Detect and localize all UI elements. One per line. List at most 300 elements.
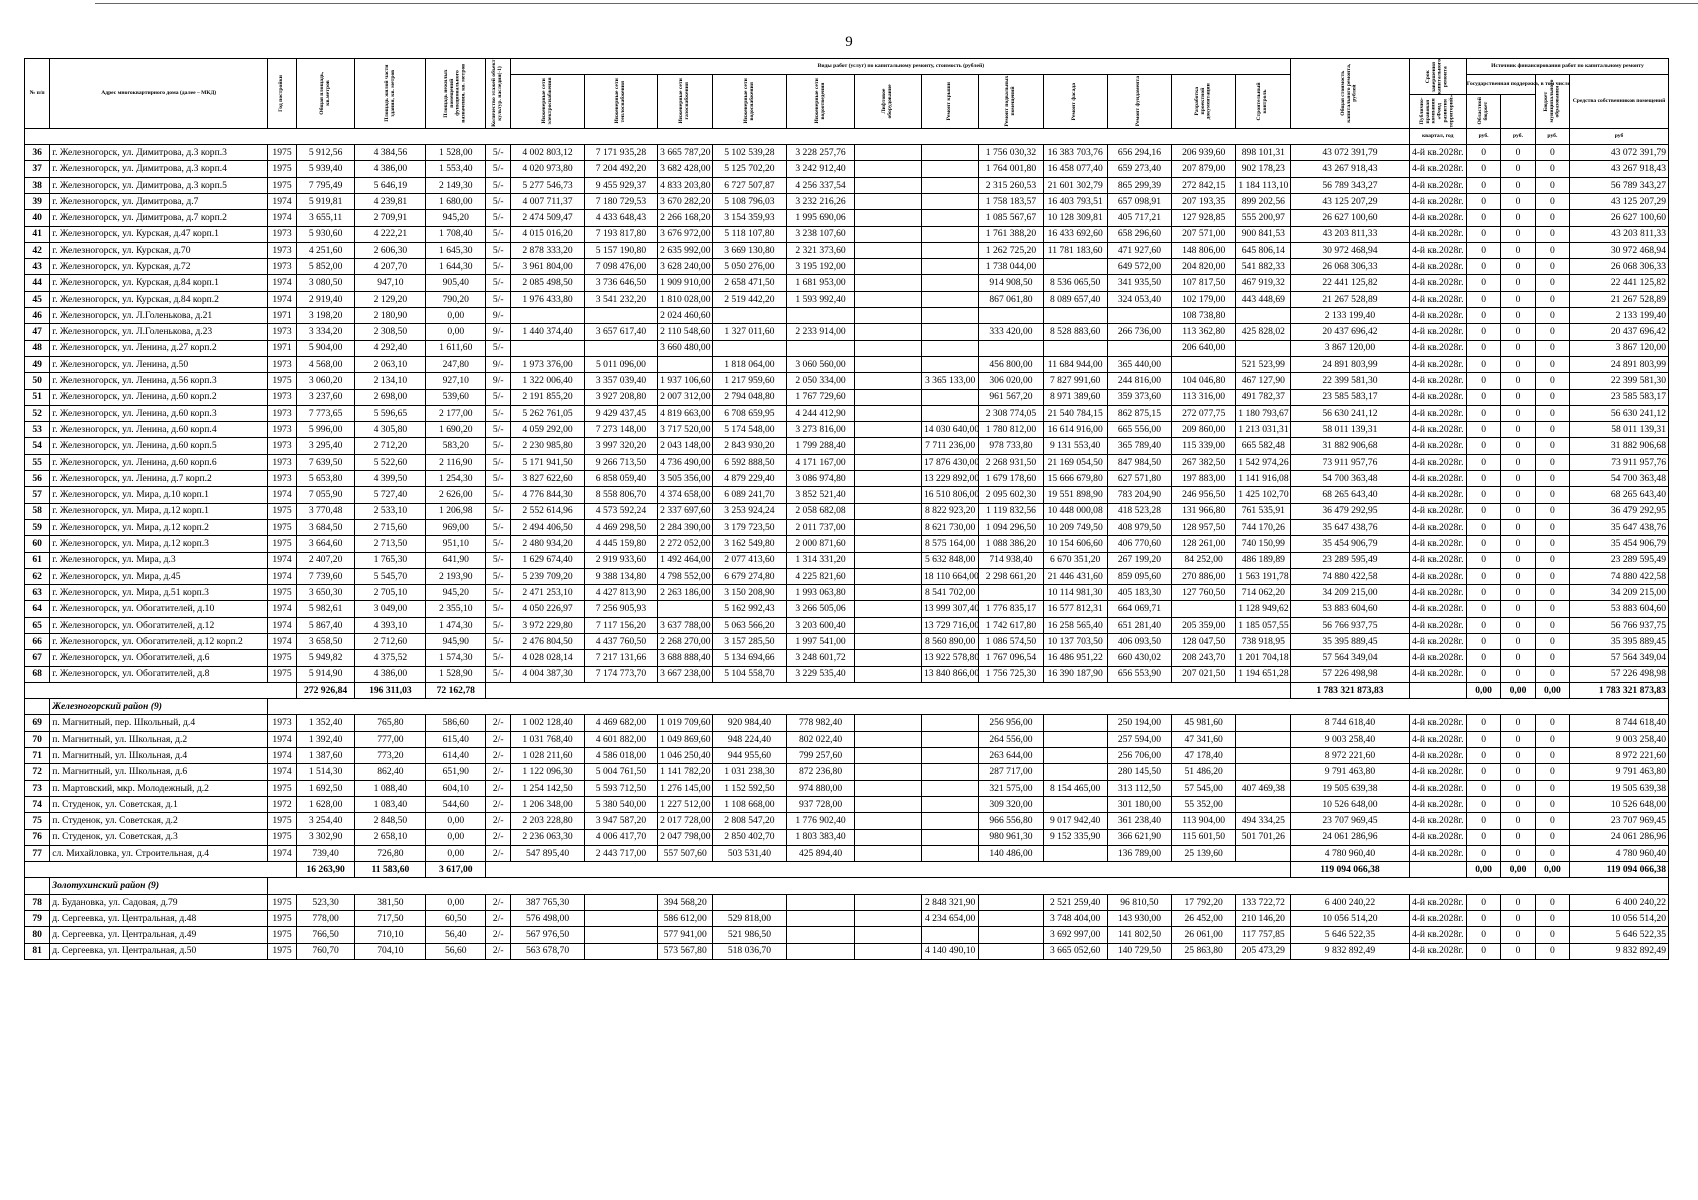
gas-cost: 1 276 145,00: [658, 780, 713, 796]
lift-cost: [855, 601, 922, 617]
build-year: 1971: [268, 340, 297, 356]
fund-amount: 0: [1466, 275, 1500, 291]
address: г. Железногорск, ул. Курская, д.72: [50, 259, 268, 275]
gas-cost: 3 628 240,00: [658, 259, 713, 275]
own-funds: 56 766 937,75: [1570, 617, 1669, 633]
total-municipal: 0,00: [1535, 682, 1569, 698]
total-cost: 54 700 363,48: [1291, 471, 1409, 487]
fund-amount: 0: [1466, 356, 1500, 372]
total-area: 1 514,30: [296, 764, 355, 780]
living-area: 2 712,60: [355, 633, 426, 649]
roof-cost: 16 510 806,00: [921, 487, 978, 503]
col-num: № п/п: [25, 59, 50, 129]
foundation-cost: 250 194,00: [1107, 715, 1171, 731]
address: г. Железногорск, ул. Димитрова, д.7 корп.2: [50, 210, 268, 226]
build-year: 1974: [268, 291, 297, 307]
deadline: 4-й кв.2028г.: [1409, 829, 1466, 845]
living-area: 4 292,40: [355, 340, 426, 356]
facade-cost: [1043, 731, 1107, 747]
gas-cost: 3 665 787,20: [658, 145, 713, 161]
own-funds: 22 399 581,30: [1570, 373, 1669, 389]
build-year: 1973: [268, 226, 297, 242]
total-area: 3 254,40: [296, 813, 355, 829]
sewer-cost: 2 000 871,60: [786, 536, 855, 552]
total-cost: 119 094 066,38: [1291, 862, 1409, 878]
total-area: 16 263,90: [296, 862, 355, 878]
address: г. Железногорск, ул. Мира, д.12 корп.1: [50, 503, 268, 519]
total-area: 3 198,20: [296, 308, 355, 324]
control-cost: 899 202,56: [1236, 193, 1291, 209]
sewer-cost: 3 195 192,00: [786, 259, 855, 275]
electric-cost: 1 440 374,40: [511, 324, 584, 340]
col-facade: Ремонт фасада: [1043, 75, 1107, 128]
total-cost: 68 265 643,40: [1291, 487, 1409, 503]
control-cost: 761 535,91: [1236, 503, 1291, 519]
sewer-cost: 3 086 974,80: [786, 471, 855, 487]
table-row: [25, 927, 1669, 943]
water-cost: 2 808 547,20: [713, 813, 786, 829]
build-year: 1974: [268, 487, 297, 503]
own-funds: 2 133 199,40: [1570, 308, 1669, 324]
nonres-area: 614,40: [426, 748, 486, 764]
gas-cost: 4 833 203,80: [658, 177, 713, 193]
roof-cost: 4 234 654,00: [921, 911, 978, 927]
municipal-amount: 0: [1535, 340, 1569, 356]
deadline: 4-й кв.2028г.: [1409, 552, 1466, 568]
municipal-amount: 0: [1535, 487, 1569, 503]
regional-amount: 0: [1501, 454, 1535, 470]
project-cost: 113 316,00: [1172, 389, 1236, 405]
municipal-amount: 0: [1535, 291, 1569, 307]
build-year: 1975: [268, 829, 297, 845]
total-cost: 26 068 306,33: [1291, 259, 1409, 275]
water-cost: 503 531,40: [713, 845, 786, 861]
floors: 5/-: [486, 340, 511, 356]
foundation-cost: 359 373,60: [1107, 389, 1171, 405]
control-cost: 1 185 057,55: [1236, 617, 1291, 633]
deadline: 4-й кв.2028г.: [1409, 519, 1466, 535]
col-electric: Инженерные сети электроснабжения: [511, 75, 584, 128]
build-year: 1975: [268, 650, 297, 666]
basement-cost: 1 085 567,67: [979, 210, 1043, 226]
municipal-amount: 0: [1535, 308, 1569, 324]
regional-amount: 0: [1501, 259, 1535, 275]
municipal-amount: 0: [1535, 911, 1569, 927]
own-funds: 22 441 125,82: [1570, 275, 1669, 291]
own-funds: 26 068 306,33: [1570, 259, 1669, 275]
basement-cost: 1 088 386,20: [979, 536, 1043, 552]
project-cost: 115 339,00: [1172, 438, 1236, 454]
fund-amount: 0: [1466, 503, 1500, 519]
water-cost: 5 108 796,03: [713, 193, 786, 209]
water-cost: 5 118 107,80: [713, 226, 786, 242]
roof-cost: [921, 356, 978, 372]
project-cost: 107 817,50: [1172, 275, 1236, 291]
sewer-cost: 4 171 167,00: [786, 454, 855, 470]
water-cost: 1 818 064,00: [713, 356, 786, 372]
total-cost: 36 479 292,95: [1291, 503, 1409, 519]
control-cost: 1 563 191,78: [1236, 568, 1291, 584]
foundation-cost: 865 299,39: [1107, 177, 1171, 193]
roof-cost: [921, 389, 978, 405]
foundation-cost: 847 984,50: [1107, 454, 1171, 470]
table-row: [25, 422, 1669, 438]
row-number: 52: [25, 405, 50, 421]
sewer-cost: 3 242 912,40: [786, 161, 855, 177]
fund-amount: 0: [1466, 161, 1500, 177]
municipal-amount: 0: [1535, 666, 1569, 682]
basement-cost: 1 767 096,54: [979, 650, 1043, 666]
deadline: 4-й кв.2028г.: [1409, 308, 1466, 324]
regional-amount: 0: [1501, 666, 1535, 682]
regional-amount: 0: [1501, 161, 1535, 177]
floors: 5/-: [486, 389, 511, 405]
row-number: 50: [25, 373, 50, 389]
project-cost: 206 939,60: [1172, 145, 1236, 161]
total-cost: 9 003 258,40: [1291, 731, 1409, 747]
electric-cost: 5 239 709,20: [511, 568, 584, 584]
own-funds: 54 700 363,48: [1570, 471, 1669, 487]
facade-cost: [1043, 845, 1107, 861]
row-number: 51: [25, 389, 50, 405]
foundation-cost: 471 927,60: [1107, 242, 1171, 258]
total-cost: 43 072 391,79: [1291, 145, 1409, 161]
row-number: 58: [25, 503, 50, 519]
municipal-amount: 0: [1535, 275, 1569, 291]
own-funds: 35 395 889,45: [1570, 633, 1669, 649]
regional-amount: 0: [1501, 715, 1535, 731]
lift-cost: [855, 242, 922, 258]
deadline: 4-й кв.2028г.: [1409, 389, 1466, 405]
municipal-amount: 0: [1535, 552, 1569, 568]
total-area: 3 770,48: [296, 503, 355, 519]
electric-cost: 1 206 348,00: [511, 796, 584, 812]
total-municipal: 0,00: [1535, 862, 1569, 878]
total-cost: 22 441 125,82: [1291, 275, 1409, 291]
control-cost: 443 448,69: [1236, 291, 1291, 307]
table-row: [25, 487, 1669, 503]
fund-amount: 0: [1466, 829, 1500, 845]
own-funds: 57 564 349,04: [1570, 650, 1669, 666]
electric-cost: 2 203 228,80: [511, 813, 584, 829]
facade-cost: [1043, 715, 1107, 731]
total-area: 4 251,60: [296, 242, 355, 258]
lift-cost: [855, 715, 922, 731]
living-area: 5 522,60: [355, 454, 426, 470]
build-year: 1971: [268, 308, 297, 324]
row-number: 76: [25, 829, 50, 845]
nonres-area: 927,10: [426, 373, 486, 389]
facade-cost: 3 692 997,00: [1043, 927, 1107, 943]
gas-cost: 3 676 972,00: [658, 226, 713, 242]
nonres-area: 1 680,00: [426, 193, 486, 209]
own-funds: 26 627 100,60: [1570, 210, 1669, 226]
water-cost: 5 162 992,43: [713, 601, 786, 617]
project-cost: 205 359,00: [1172, 617, 1236, 633]
roof-cost: 2 848 321,90: [921, 894, 978, 910]
control-cost: 133 722,72: [1236, 894, 1291, 910]
floors: 2/-: [486, 845, 511, 861]
sewer-cost: 872 236,80: [786, 764, 855, 780]
water-cost: 1 152 592,50: [713, 780, 786, 796]
electric-cost: 2 476 804,50: [511, 633, 584, 649]
electric-cost: 4 059 292,00: [511, 422, 584, 438]
roof-cost: [921, 764, 978, 780]
lift-cost: [855, 585, 922, 601]
total-cost: 58 011 139,31: [1291, 422, 1409, 438]
deadline: 4-й кв.2028г.: [1409, 340, 1466, 356]
col-total-area: Общая площадь, кв.метров: [296, 59, 355, 129]
living-area: 2 712,20: [355, 438, 426, 454]
floors: 5/-: [486, 454, 511, 470]
basement-cost: 321 575,00: [979, 780, 1043, 796]
basement-cost: [979, 308, 1043, 324]
water-cost: 2 077 413,60: [713, 552, 786, 568]
nonres-area: 951,10: [426, 536, 486, 552]
table-row: [25, 601, 1669, 617]
foundation-cost: 859 095,60: [1107, 568, 1171, 584]
lift-cost: [855, 650, 922, 666]
address: п. Студенок, ул. Советская, д.3: [50, 829, 268, 845]
facade-cost: 16 390 187,90: [1043, 666, 1107, 682]
water-cost: [713, 894, 786, 910]
build-year: 1975: [268, 536, 297, 552]
facade-cost: 10 128 309,81: [1043, 210, 1107, 226]
control-cost: 738 918,95: [1236, 633, 1291, 649]
regional-amount: 0: [1501, 373, 1535, 389]
facade-cost: 10 154 606,60: [1043, 536, 1107, 552]
sewer-cost: 1 767 729,60: [786, 389, 855, 405]
address: г. Железногорск, ул. Обогатителей, д.6: [50, 650, 268, 666]
project-cost: 113 904,00: [1172, 813, 1236, 829]
gas-cost: 2 110 548,60: [658, 324, 713, 340]
regional-amount: 0: [1501, 650, 1535, 666]
address: г. Железногорск, ул. Ленина, д.60 корп.5: [50, 438, 268, 454]
deadline: 4-й кв.2028г.: [1409, 943, 1466, 959]
project-cost: 128 261,00: [1172, 536, 1236, 552]
table-row: [25, 259, 1669, 275]
gas-cost: 1 046 250,40: [658, 748, 713, 764]
electric-cost: 4 004 387,30: [511, 666, 584, 682]
address: г. Железногорск, ул. Ленина, д.50: [50, 356, 268, 372]
total-cost: 23 707 969,45: [1291, 813, 1409, 829]
address: п. Мартовский, мкр. Молодежный, д.2: [50, 780, 268, 796]
total-area: 766,50: [296, 927, 355, 943]
living-area: 2 715,60: [355, 519, 426, 535]
table-row: [25, 193, 1669, 209]
foundation-cost: 406 093,50: [1107, 633, 1171, 649]
facade-cost: [1043, 308, 1107, 324]
total-row-2: [25, 862, 1669, 878]
address: г. Железногорск, ул. Ленина, д.60 корп.2: [50, 389, 268, 405]
lift-cost: [855, 324, 922, 340]
sewer-cost: 2 233 914,00: [786, 324, 855, 340]
regional-amount: 0: [1501, 780, 1535, 796]
control-cost: [1236, 715, 1291, 731]
electric-cost: 563 678,70: [511, 943, 584, 959]
table-row: [25, 715, 1669, 731]
control-cost: 407 469,38: [1236, 780, 1291, 796]
address: г. Железногорск, ул. Л.Голенькова, д.21: [50, 308, 268, 324]
heat-cost: 4 006 417,70: [584, 829, 657, 845]
deadline: 4-й кв.2028г.: [1409, 438, 1466, 454]
sewer-cost: [786, 927, 855, 943]
regional-amount: 0: [1501, 568, 1535, 584]
own-funds: 43 203 811,33: [1570, 226, 1669, 242]
table-row: [25, 226, 1669, 242]
col-lift: Лифтовое оборудование: [855, 75, 922, 128]
municipal-amount: 0: [1535, 764, 1569, 780]
gas-cost: 3 637 788,00: [658, 617, 713, 633]
address: г. Железногорск, ул. Ленина, д.27 корп.2: [50, 340, 268, 356]
deadline: 4-й кв.2028г.: [1409, 796, 1466, 812]
own-funds: 34 209 215,00: [1570, 585, 1669, 601]
nonres-area: 641,90: [426, 552, 486, 568]
heat-cost: 7 217 131,66: [584, 650, 657, 666]
sewer-cost: 3 060 560,00: [786, 356, 855, 372]
heat-cost: 9 455 929,37: [584, 177, 657, 193]
floors: 5/-: [486, 291, 511, 307]
floors: 9/-: [486, 324, 511, 340]
electric-cost: 1 028 211,60: [511, 748, 584, 764]
facade-cost: 7 827 991,60: [1043, 373, 1107, 389]
municipal-amount: 0: [1535, 193, 1569, 209]
water-cost: 5 174 548,00: [713, 422, 786, 438]
foundation-cost: 143 930,00: [1107, 911, 1171, 927]
floors: 5/-: [486, 471, 511, 487]
total-cost: 56 766 937,75: [1291, 617, 1409, 633]
total-area: 3 237,60: [296, 389, 355, 405]
total-area: 3 658,50: [296, 633, 355, 649]
floors: 5/-: [486, 210, 511, 226]
municipal-amount: 0: [1535, 242, 1569, 258]
table-row: [25, 324, 1669, 340]
total-cost: 20 437 696,42: [1291, 324, 1409, 340]
control-cost: 1 542 974,26: [1236, 454, 1291, 470]
build-year: 1974: [268, 275, 297, 291]
facade-cost: 9 152 335,90: [1043, 829, 1107, 845]
total-area: 7 739,60: [296, 568, 355, 584]
total-area: 778,00: [296, 911, 355, 927]
table-header: [25, 59, 1669, 145]
electric-cost: 1 254 142,50: [511, 780, 584, 796]
fund-amount: 0: [1466, 324, 1500, 340]
row-number: 72: [25, 764, 50, 780]
lift-cost: [855, 813, 922, 829]
project-cost: 209 860,00: [1172, 422, 1236, 438]
row-number: 38: [25, 177, 50, 193]
total-area: 1 628,00: [296, 796, 355, 812]
row-number: 53: [25, 422, 50, 438]
col-address: Адрес многоквартирного дома (далее – МКД): [50, 59, 268, 129]
total-cost: 23 585 583,17: [1291, 389, 1409, 405]
control-cost: 1 201 704,18: [1236, 650, 1291, 666]
nonres-area: 1 611,60: [426, 340, 486, 356]
roof-cost: [921, 242, 978, 258]
nonres-area: 1 708,40: [426, 226, 486, 242]
lift-cost: [855, 617, 922, 633]
roof-cost: [921, 927, 978, 943]
own-funds: 56 630 241,12: [1570, 405, 1669, 421]
foundation-cost: 256 706,00: [1107, 748, 1171, 764]
address: г. Железногорск, ул. Ленина, д.60 корп.3: [50, 405, 268, 421]
municipal-amount: 0: [1535, 748, 1569, 764]
lift-cost: [855, 633, 922, 649]
water-cost: 2 794 048,80: [713, 389, 786, 405]
control-cost: 665 582,48: [1236, 438, 1291, 454]
basement-cost: 1 738 044,00: [979, 259, 1043, 275]
heat-cost: [584, 894, 657, 910]
basement-cost: 966 556,80: [979, 813, 1043, 829]
table-row: [25, 552, 1669, 568]
heat-cost: 5 157 190,80: [584, 242, 657, 258]
build-year: 1975: [268, 503, 297, 519]
regional-amount: 0: [1501, 340, 1535, 356]
fund-amount: 0: [1466, 796, 1500, 812]
deadline: 4-й кв.2028г.: [1409, 373, 1466, 389]
control-cost: 1 194 651,28: [1236, 666, 1291, 682]
regional-amount: 0: [1501, 438, 1535, 454]
facade-cost: 3 665 052,60: [1043, 943, 1107, 959]
living-area: 2 848,50: [355, 813, 426, 829]
own-funds: 73 911 957,76: [1570, 454, 1669, 470]
nonres-area: 539,60: [426, 389, 486, 405]
living-area: 2 180,90: [355, 308, 426, 324]
gas-cost: 1 141 782,20: [658, 764, 713, 780]
control-cost: 1 180 793,67: [1236, 405, 1291, 421]
floors: 5/-: [486, 177, 511, 193]
project-cost: 148 806,00: [1172, 242, 1236, 258]
fund-amount: 0: [1466, 748, 1500, 764]
sewer-cost: 1 803 383,40: [786, 829, 855, 845]
floors: 5/-: [486, 519, 511, 535]
water-cost: 3 162 549,80: [713, 536, 786, 552]
project-cost: 45 981,60: [1172, 715, 1236, 731]
deadline: 4-й кв.2028г.: [1409, 422, 1466, 438]
sewer-cost: 3 228 257,76: [786, 145, 855, 161]
total-cost: 24 891 803,99: [1291, 356, 1409, 372]
build-year: 1975: [268, 911, 297, 927]
control-cost: 494 334,25: [1236, 813, 1291, 829]
row-number: 65: [25, 617, 50, 633]
foundation-cost: 324 053,40: [1107, 291, 1171, 307]
total-own: 1 783 321 873,83: [1570, 682, 1669, 698]
fund-amount: 0: [1466, 308, 1500, 324]
address: г. Железногорск, ул. Ленина, д.60 корп.4: [50, 422, 268, 438]
build-year: 1973: [268, 389, 297, 405]
nonres-area: 0,00: [426, 845, 486, 861]
lift-cost: [855, 210, 922, 226]
roof-cost: 8 822 923,20: [921, 503, 978, 519]
municipal-amount: 0: [1535, 927, 1569, 943]
basement-cost: 961 567,20: [979, 389, 1043, 405]
unit-spacer: [25, 128, 1410, 144]
table-row: [25, 389, 1669, 405]
living-area: 4 305,80: [355, 422, 426, 438]
electric-cost: 2 230 985,80: [511, 438, 584, 454]
lift-cost: [855, 927, 922, 943]
roof-cost: [921, 796, 978, 812]
own-funds: 56 789 343,27: [1570, 177, 1669, 193]
foundation-cost: 658 296,60: [1107, 226, 1171, 242]
living-area: 2 709,91: [355, 210, 426, 226]
municipal-amount: 0: [1535, 356, 1569, 372]
build-year: 1975: [268, 145, 297, 161]
heat-cost: 4 573 592,24: [584, 503, 657, 519]
total-area: 1 692,50: [296, 780, 355, 796]
deadline: 4-й кв.2028г.: [1409, 324, 1466, 340]
gas-cost: 4 798 552,00: [658, 568, 713, 584]
